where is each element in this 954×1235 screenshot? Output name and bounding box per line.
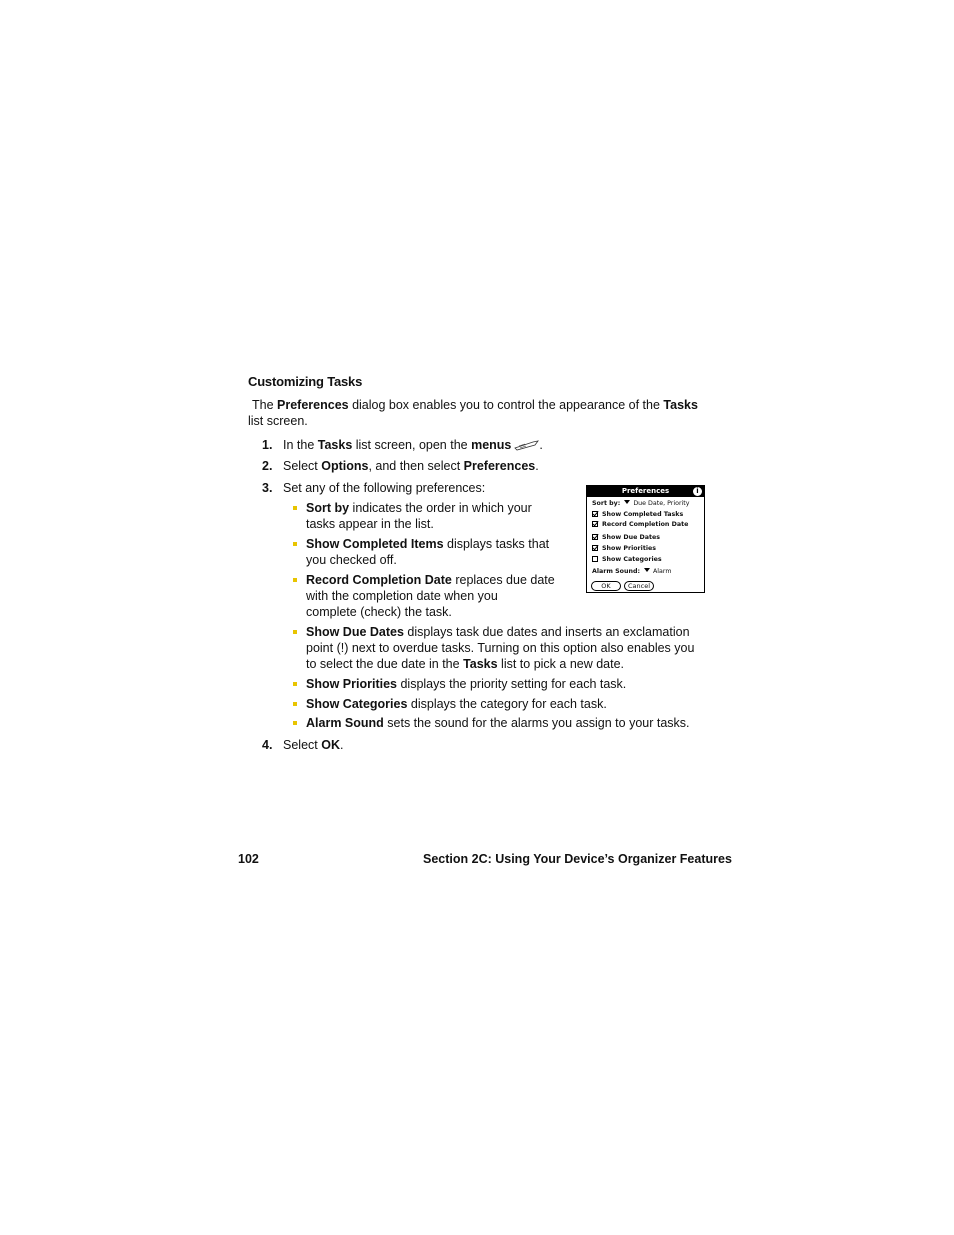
menu-stylus-icon [513,439,539,455]
option-show-due-dates[interactable]: Show Due Dates [592,534,660,542]
bullet-alarm-sound: Alarm Sound sets the sound for the alarms you assign to your tasks. [293,715,690,731]
dropdown-arrow-icon[interactable] [624,500,630,504]
checkbox-checked[interactable] [592,521,598,527]
info-icon[interactable]: i [693,487,702,496]
bullet-marker [293,542,297,546]
bullet-marker [293,702,297,706]
preferences-dialog [586,485,705,593]
checkbox-checked[interactable] [592,511,598,517]
option-show-priorities[interactable]: Show Priorities [592,545,656,553]
intro-paragraph: The Preferences dialog box enables you to control the appearance of the Tasks list screen. [248,398,698,428]
section-footer-title: Section 2C: Using Your Device’s Organizer Features [423,852,732,866]
bullet-show-completed-items: Show Completed Items displays tasks that you checked off. [293,536,549,568]
step-4: 4. Select OK. [262,738,344,752]
step-2: 2. Select Options, and then select Preferences. [262,459,539,473]
section-heading: Customizing Tasks [248,374,363,389]
bullet-marker [293,682,297,686]
step-1: 1. In the Tasks list screen, open the menus . [262,437,543,455]
bullet-marker [293,721,297,725]
ok-button[interactable]: OK [591,581,621,591]
bullet-sort-by: Sort by indicates the order in which your tasks appear in the list. [293,500,532,532]
page-number: 102 [238,852,259,866]
sort-by-select[interactable]: Due Date, Priority [633,500,690,507]
bullet-show-categories: Show Categories displays the category for each task. [293,696,607,712]
dialog-title: Preferences [587,486,704,497]
option-show-categories[interactable]: Show Categories [592,556,662,564]
sort-by-row: Sort by: Due Date, Priority [592,500,690,507]
checkbox-checked[interactable] [592,545,598,551]
step-3: 3. Set any of the following preferences: [262,481,486,495]
bullet-marker [293,578,297,582]
alarm-sound-select[interactable]: Alarm [653,568,672,575]
bullet-marker [293,506,297,510]
dropdown-arrow-icon[interactable] [644,568,650,572]
bullet-show-due-dates: Show Due Dates displays task due dates and inserts an exclamation point (!) next to overdue tasks. Turning on this option also enables you to select the due date in the Tasks list to pick a new date. [293,624,694,672]
bullet-record-completion-date: Record Completion Date replaces due date with the completion date when you complete (check) the task. [293,572,555,620]
option-record-completion-date[interactable]: Record Completion Date [592,521,688,529]
option-show-completed-tasks[interactable]: Show Completed Tasks [592,511,683,519]
cancel-button[interactable]: Cancel [624,581,654,591]
bullet-show-priorities: Show Priorities displays the priority setting for each task. [293,676,626,692]
alarm-sound-row: Alarm Sound: Alarm [592,568,672,575]
bullet-marker [293,630,297,634]
checkbox-unchecked[interactable] [592,556,598,562]
checkbox-checked[interactable] [592,534,598,540]
